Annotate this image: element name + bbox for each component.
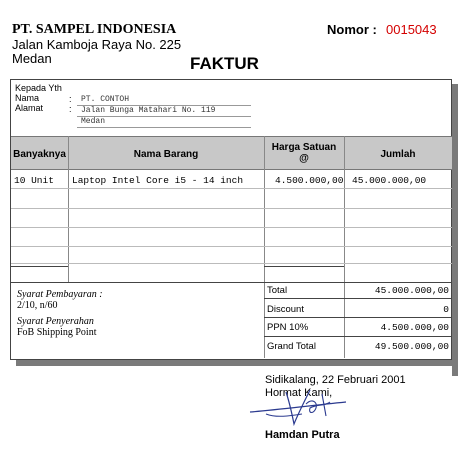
- summary-grand-total-value: 49.500.000,00: [374, 341, 449, 352]
- box-shadow-right: [452, 84, 458, 376]
- row-divider: [11, 188, 452, 189]
- delivery-terms-label: Syarat Penyerahan: [17, 316, 94, 327]
- summary-ppn-value: 4.500.000,00: [380, 322, 449, 333]
- nomor-value: 0015043: [386, 22, 437, 37]
- company-address: Jalan Kamboja Raya No. 225: [12, 37, 182, 52]
- row-divider: [11, 266, 68, 267]
- table-body-bottom: [11, 282, 452, 283]
- row-divider: [11, 263, 452, 264]
- row-divider: [264, 266, 344, 267]
- closing-greeting: Hormat Kami,: [265, 387, 333, 399]
- signer-name: Hamdan Putra: [265, 429, 340, 441]
- row-divider: [11, 208, 452, 209]
- document-title: FAKTUR: [190, 54, 259, 73]
- row-divider: [11, 227, 452, 228]
- cell-banyaknya: 10 Unit: [14, 175, 54, 186]
- kepada-label: Kepada Yth: [15, 83, 62, 93]
- cell-nama-barang: Laptop Intel Core i5 - 14 inch: [72, 175, 244, 186]
- place-date: Sidikalang, 22 Februari 2001: [265, 374, 406, 386]
- divider: [68, 136, 69, 282]
- cell-harga-satuan: 4.500.000,00: [275, 175, 344, 186]
- summary-divider: [264, 336, 452, 337]
- nama-field: PT. CONTOH: [77, 95, 251, 106]
- payment-terms-value: 2/10, n/60: [17, 300, 58, 311]
- delivery-terms-value: FoB Shipping Point: [17, 327, 97, 338]
- summary-divider: [264, 298, 452, 299]
- col-banyaknya: Banyaknya: [13, 149, 66, 160]
- col-nama-barang: Nama Barang: [133, 149, 199, 160]
- company-city: Medan: [12, 51, 52, 66]
- summary-divider: [264, 317, 452, 318]
- nama-label: Nama: [15, 93, 40, 103]
- alamat-field-line2: Medan: [77, 117, 251, 128]
- nomor-label: Nomor :: [327, 22, 377, 37]
- divider: [264, 136, 265, 358]
- summary-grand-total-label: Grand Total: [267, 341, 316, 352]
- alamat-field-line1: Jalan Bunga Matahari No. 119: [77, 106, 251, 117]
- col-harga-satuan: Harga Satuan: [271, 142, 337, 153]
- summary-ppn-label: PPN 10%: [267, 322, 309, 333]
- cell-jumlah: 45.000.000,00: [352, 175, 427, 186]
- summary-discount-label: Discount: [267, 304, 304, 315]
- company-name: PT. SAMPEL INDONESIA: [12, 22, 177, 37]
- handwritten-signature: [246, 384, 356, 430]
- col-jumlah: Jumlah: [380, 149, 416, 160]
- summary-total-label: Total: [267, 285, 288, 296]
- alamat-separator: :: [69, 104, 72, 114]
- alamat-label: Alamat: [15, 103, 44, 113]
- col-harga-at: @: [299, 153, 309, 164]
- nama-separator: :: [69, 94, 72, 104]
- summary-discount-value: 0: [443, 304, 449, 315]
- payment-terms-label: Syarat Pembayaran :: [17, 289, 103, 300]
- summary-total-value: 45.000.000,00: [374, 285, 449, 296]
- row-divider: [11, 246, 452, 247]
- box-shadow-bottom: [16, 360, 458, 366]
